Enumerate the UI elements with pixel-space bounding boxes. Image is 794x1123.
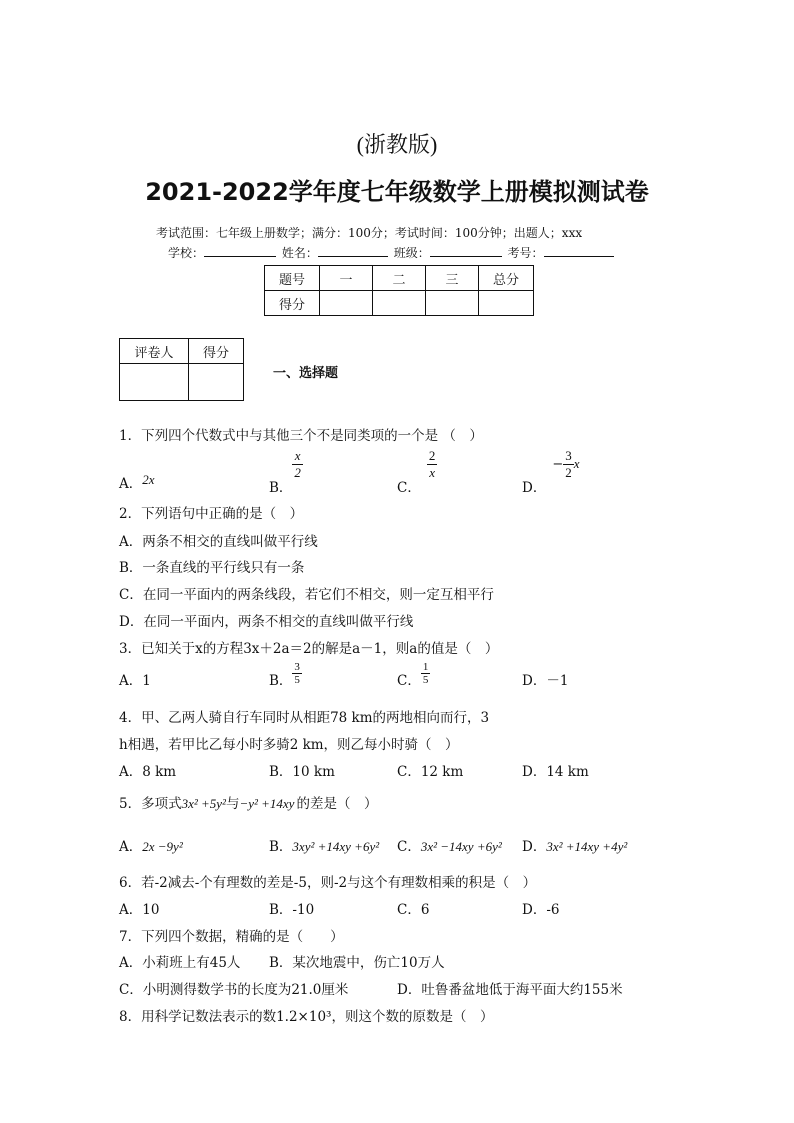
option-label: A． <box>119 673 143 689</box>
q7-option-d[interactable]: D．吐鲁番盆地低于海平面大约155米 <box>397 982 623 998</box>
score-cell[interactable] <box>479 291 534 316</box>
class-blank[interactable] <box>430 244 502 257</box>
score-table <box>264 265 534 316</box>
question-4-stem-line2: h相遇，若甲比乙每小时多骑2 km，则乙每小时骑（ ） <box>119 737 459 753</box>
option-math: 3xy² +14xy +6y² <box>292 839 380 854</box>
option-label: B． <box>269 839 293 855</box>
q2-option-a[interactable]: A．两条不相交的直线叫做平行线 <box>119 534 318 550</box>
class-label: 班级： <box>393 246 430 260</box>
score-table-row <box>265 291 534 316</box>
score-header-cell: 总分 <box>479 266 534 291</box>
name-label: 姓名： <box>281 246 318 260</box>
option-label: C． <box>397 480 421 496</box>
fraction-denominator: 5 <box>294 674 300 686</box>
q2-option-c[interactable]: C．在同一平面内的两条线段，若它们不相交，则一定互相平行 <box>119 587 494 603</box>
exam-no-blank[interactable] <box>544 244 614 257</box>
exam-title: 2021-2022学年度七年级数学上册模拟测试卷 <box>145 178 649 206</box>
q3-option-c[interactable] <box>397 661 430 689</box>
q5-option-c[interactable] <box>397 835 502 855</box>
stem-text: 5．多项式 <box>119 796 182 812</box>
fraction-denominator: x <box>427 464 438 481</box>
q7-option-a[interactable]: A．小莉班上有45人 <box>119 955 241 971</box>
fraction-denominator: 5 <box>422 674 429 686</box>
option-value: 1 <box>142 673 151 689</box>
question-3-stem: 3．已知关于x的方程3x＋2a＝2的解是a－1，则a的值是（ ） <box>119 641 499 657</box>
q1-option-b[interactable] <box>269 448 303 496</box>
question-8-stem: 8．用科学记数法表示的数1.2×10³，则这个数的原数是（ ） <box>119 1009 494 1025</box>
q3-option-b[interactable] <box>269 661 302 689</box>
q1-option-d[interactable] <box>522 448 580 496</box>
section-title: 一、选择题 <box>273 366 339 381</box>
fraction-numerator: 2 <box>428 448 436 463</box>
q4-option-c[interactable]: C．12 km <box>397 764 464 780</box>
stem-text: 的差是（ ） <box>296 796 378 812</box>
q5-option-d[interactable] <box>522 835 627 855</box>
option-fraction <box>421 661 431 686</box>
score-cell[interactable] <box>426 291 479 316</box>
option-label: A． <box>119 476 143 492</box>
score-table-header <box>265 266 534 291</box>
q6-option-c[interactable]: C．6 <box>397 902 430 918</box>
q7-option-c[interactable]: C．小明测得数学书的长度为21.0厘米 <box>119 982 349 998</box>
exam-info: 考试范围：七年级上册数学；满分：100分；考试时间：100分钟；出题人；xxx <box>156 226 583 240</box>
fraction-denominator: 2 <box>294 465 301 480</box>
option-label: B． <box>269 673 293 689</box>
fraction-numerator: 3 <box>294 661 300 673</box>
option-math: 3x² +14xy +4y² <box>546 839 628 854</box>
q5-option-a[interactable] <box>119 835 183 855</box>
grader-table <box>119 338 244 401</box>
question-2-stem: 2．下列语句中正确的是（ ） <box>119 506 304 522</box>
question-5-stem <box>119 792 377 812</box>
school-label: 学校： <box>168 246 205 260</box>
exam-no-label: 考号： <box>507 246 544 260</box>
stem-expression: −y² +14xy <box>239 796 295 811</box>
option-variable: x <box>573 456 580 471</box>
q6-option-d[interactable]: D．-6 <box>522 902 560 918</box>
option-math: 2x <box>142 472 155 487</box>
option-label: C． <box>397 839 421 855</box>
score-row-label: 得分 <box>265 291 320 316</box>
option-label: A． <box>119 839 143 855</box>
stem-expression: 3x² +5y² <box>181 796 226 811</box>
question-4-stem-line1: 4．甲、乙两人骑自行车同时从相距78 km的两地相向而行，3 <box>119 710 490 726</box>
q1-option-a[interactable] <box>119 472 155 492</box>
q4-option-a[interactable]: A．8 km <box>119 764 177 780</box>
q4-option-d[interactable]: D．14 km <box>522 764 589 780</box>
grader-cell[interactable] <box>120 364 189 401</box>
option-label: B． <box>269 480 293 496</box>
q3-option-d[interactable] <box>522 669 568 689</box>
grader-header-cell: 得分 <box>189 339 244 364</box>
stem-text: 与 <box>225 796 240 812</box>
name-blank[interactable] <box>318 244 388 257</box>
question-1-stem: 1．下列四个代数式中与其他三个不是同类项的一个是 （ ） <box>119 428 483 444</box>
fraction-numerator: 1 <box>422 661 429 673</box>
option-fraction <box>563 448 574 481</box>
score-header-cell: 二 <box>373 266 426 291</box>
grader-cell[interactable] <box>189 364 244 401</box>
edition-label: (浙教版) <box>356 132 438 157</box>
grader-header-cell: 评卷人 <box>120 339 189 364</box>
option-label: D． <box>522 839 547 855</box>
score-header-cell: 一 <box>320 266 373 291</box>
q6-option-a[interactable]: A．10 <box>119 902 160 918</box>
minus-sign: − <box>552 457 564 472</box>
school-blank[interactable] <box>204 244 276 257</box>
option-label: D． <box>522 480 547 496</box>
q3-option-a[interactable] <box>119 669 151 689</box>
fraction-numerator: 3 <box>565 448 572 463</box>
q2-option-d[interactable]: D．在同一平面内，两条不相交的直线叫做平行线 <box>119 614 414 630</box>
q2-option-b[interactable]: B．一条直线的平行线只有一条 <box>119 560 305 576</box>
q5-option-b[interactable] <box>269 835 379 855</box>
option-math: 3x² −14xy +6y² <box>420 839 502 854</box>
option-fraction <box>427 448 438 481</box>
score-header-cell: 题号 <box>265 266 320 291</box>
q6-option-b[interactable]: B．-10 <box>269 902 315 918</box>
option-label: C． <box>397 673 421 689</box>
fraction-numerator: x <box>294 448 301 463</box>
q4-option-b[interactable]: B．10 km <box>269 764 335 780</box>
fraction-denominator: 2 <box>565 465 572 480</box>
score-header-cell: 三 <box>426 266 479 291</box>
question-6-stem: 6．若-2减去-个有理数的差是-5，则-2与这个有理数相乘的积是（ ） <box>119 875 537 891</box>
q1-option-c[interactable] <box>397 448 437 496</box>
score-cell[interactable] <box>373 291 426 316</box>
option-math: 2x −9y² <box>142 839 183 854</box>
option-value: －1 <box>546 673 569 689</box>
q7-option-b[interactable]: B．某次地震中，伤亡10万人 <box>269 955 445 971</box>
option-fraction <box>292 661 302 686</box>
option-fraction <box>292 448 303 481</box>
option-label: D． <box>522 673 547 689</box>
score-cell[interactable] <box>320 291 373 316</box>
question-7-stem: 7．下列四个数据，精确的是（ ） <box>119 929 344 945</box>
student-info-line <box>168 244 614 261</box>
